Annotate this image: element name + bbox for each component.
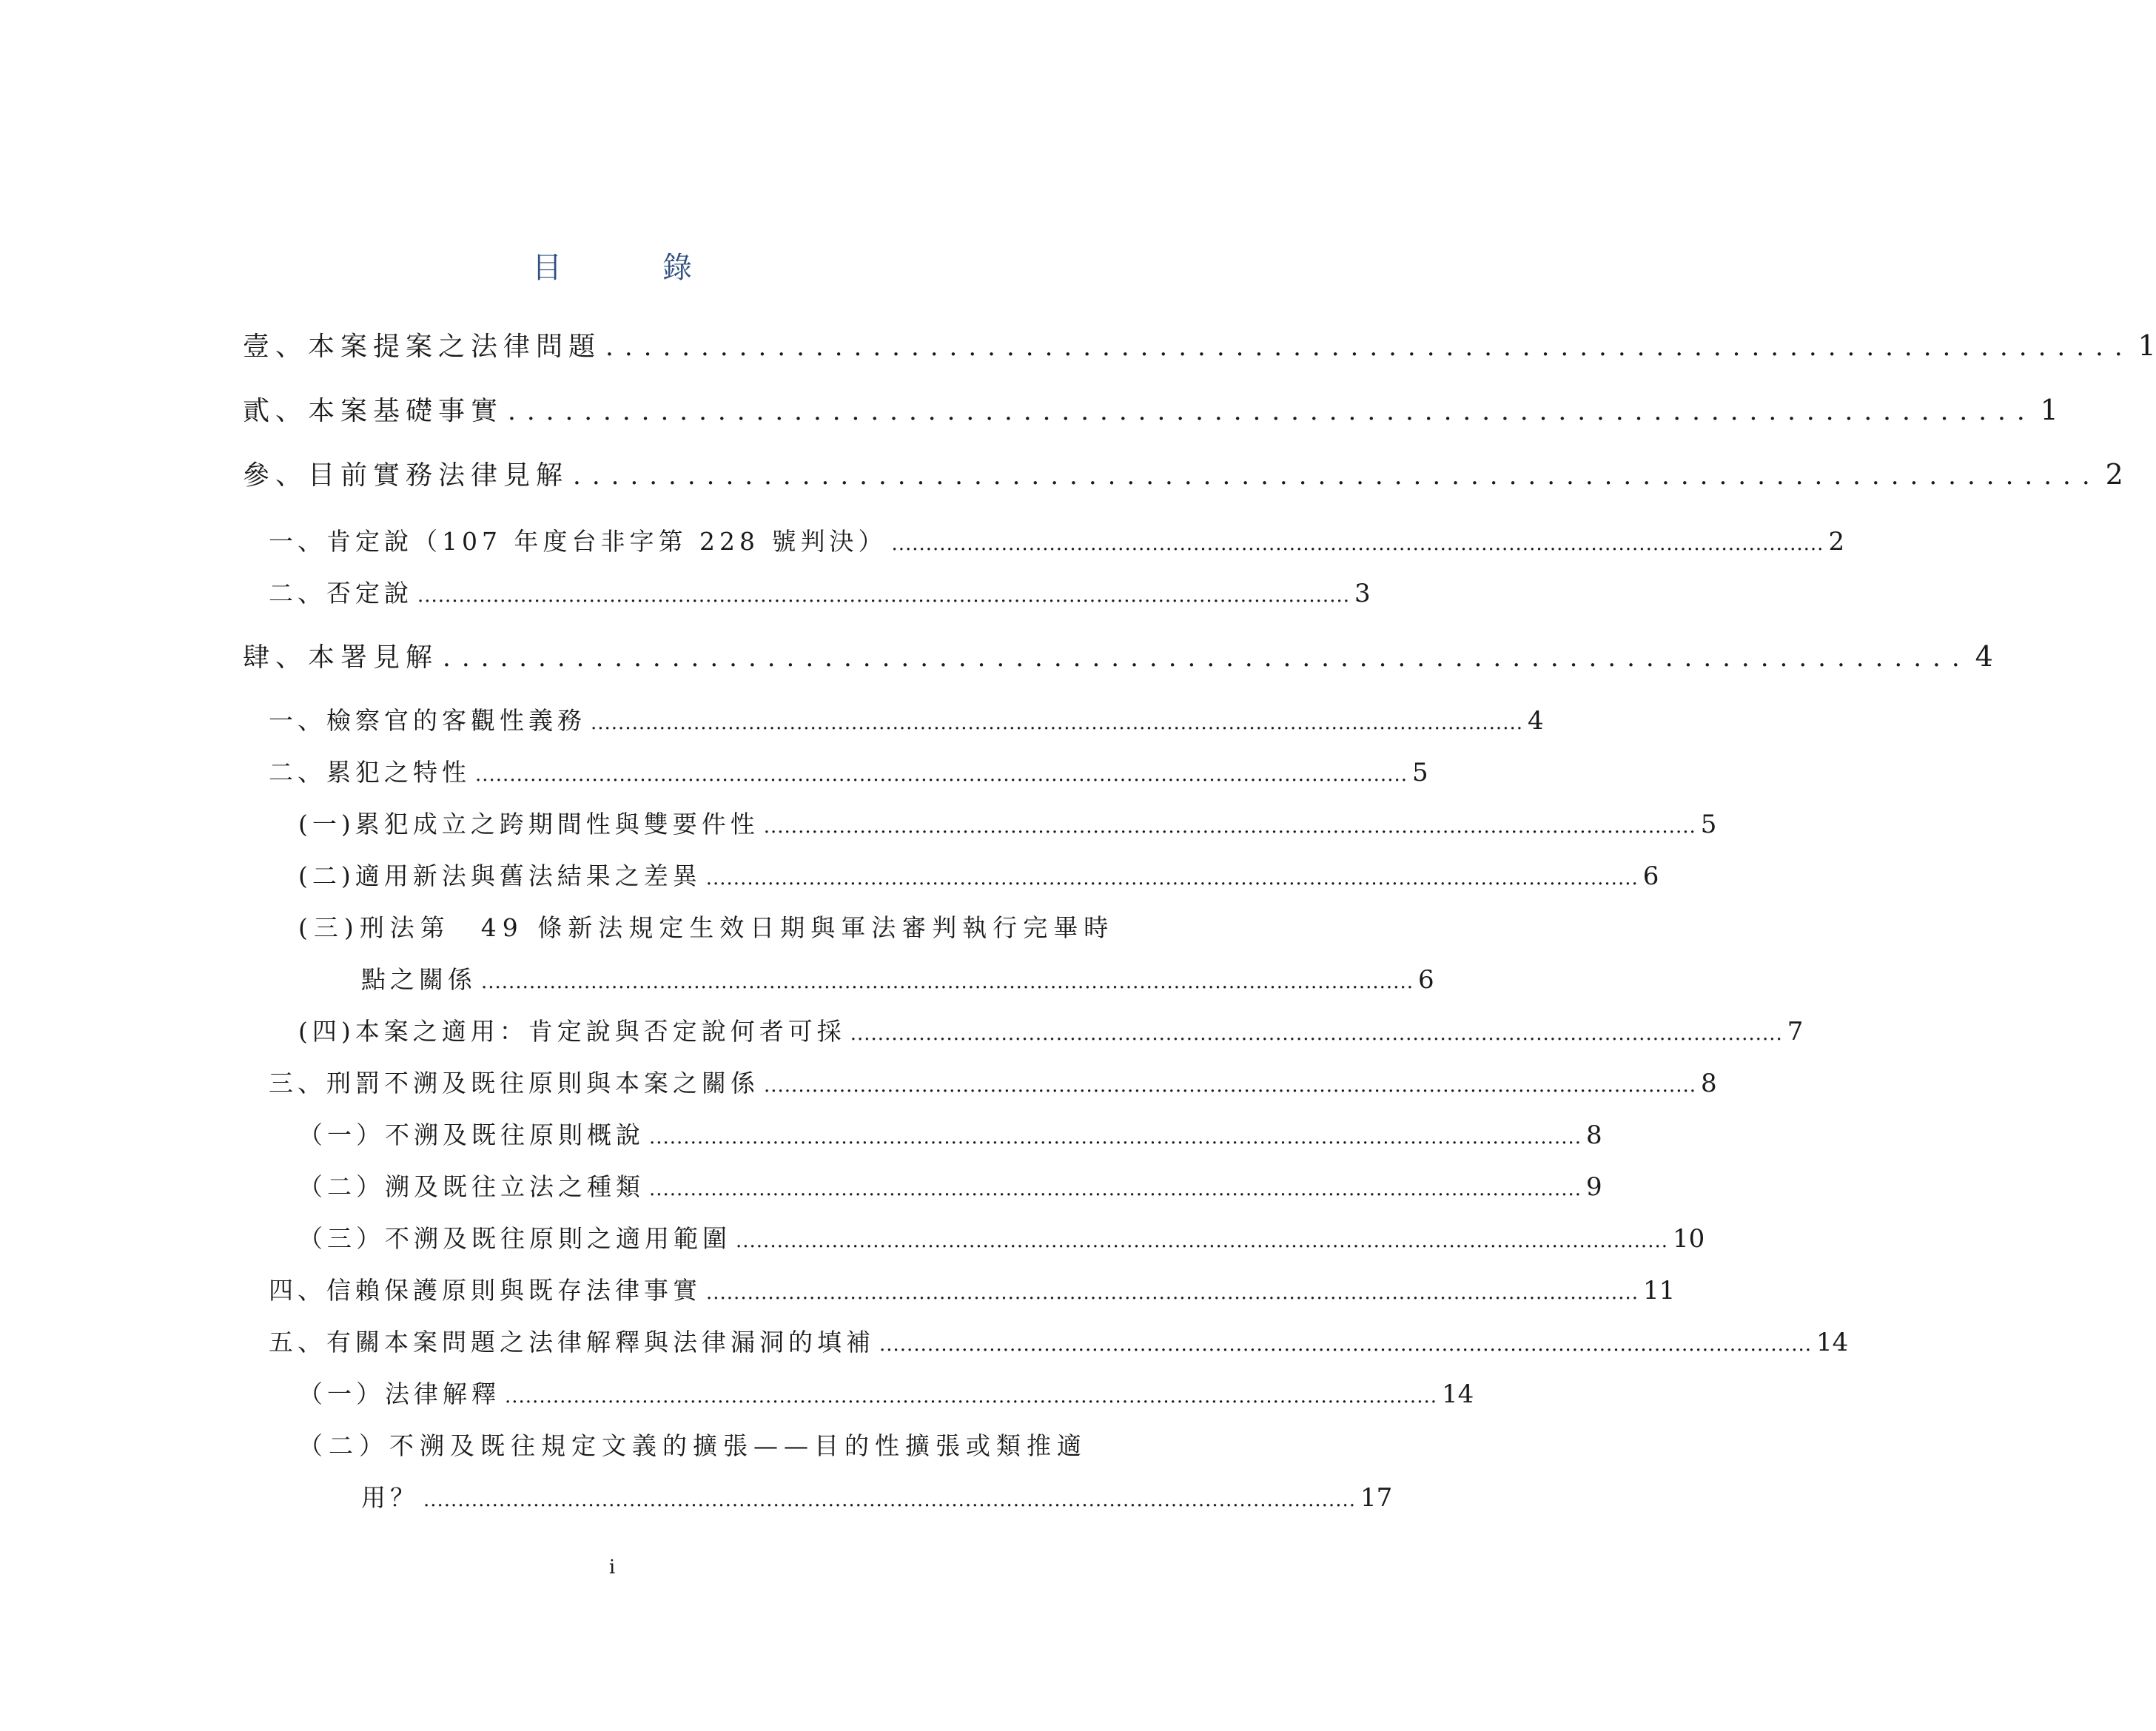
toc-entry-label: （三）不溯及既往原則之適用範圍 [298,1224,731,1253]
toc-entry[interactable] [298,1168,1602,1203]
toc-page-number: 4 [1975,640,1993,673]
toc-entry[interactable] [298,1012,1804,1047]
toc-entry[interactable] [269,1064,1717,1099]
toc-entry-label: 點之關係 [361,965,477,994]
toc-entry[interactable] [269,753,1428,788]
toc-entry[interactable] [298,805,1717,840]
toc-entry-label: 一、肯定說（107 年度台非字第 228 號判決） [269,527,887,556]
toc-entry[interactable] [243,636,1993,674]
toc-leader-dots: ........................................................................................................................................ [649,1178,1582,1200]
toc-entry[interactable] [269,1271,1676,1306]
toc-page-number: 1 [2137,329,2156,362]
toc-entry-label: 五、有關本案問題之法律解釋與法律漏洞的填補 [269,1328,875,1357]
page-footer-number: i [608,1556,616,1579]
toc-entry-label: 用？ [361,1483,419,1512]
toc-entry-label-line1[interactable]: （二）不溯及既往規定文義的擴張——目的性擴張或類推適 [298,1431,1087,1460]
toc-page-number: 8 [1586,1120,1602,1150]
toc-entry-label: 參、目前實務法律見解 [243,460,569,491]
toc-page-number: 6 [1642,861,1659,891]
toc-page-number: 14 [1442,1379,1474,1409]
toc-entry-label: 一、檢察官的客觀性義務 [269,706,586,735]
toc-leader-dots: ........................................................................................................................................ [850,1023,1783,1045]
toc-leader-dots: ........................................................................................................................................ [481,971,1414,993]
toc-page-number: 2 [1828,527,1845,557]
toc-entry[interactable] [269,1323,1849,1358]
toc-entry[interactable] [298,1375,1474,1410]
toc-leader-dots: ........................................................................................................................................ [705,867,1639,890]
toc-title: 目 錄 [532,251,728,285]
toc-page-number: 8 [1701,1069,1717,1098]
toc-page-number: 5 [1700,810,1717,839]
toc-leader-dots: ........................................................................................................................................ [591,712,1523,734]
toc-entry-label: 貳、本案基礎事實 [243,396,504,426]
toc-entry[interactable] [269,574,1371,609]
toc-page-number: 1 [2040,394,2058,426]
toc-leader-dots: ........................................................................................................................................ [417,585,1350,607]
toc-entry-label: (一)累犯成立之跨期間性與雙要件性 [298,810,759,838]
toc-entry-label: 肆、本署見解 [243,642,439,673]
toc-entry-label: 二、否定說 [269,579,413,608]
toc-entry[interactable] [243,326,2156,363]
toc-entry[interactable] [361,1479,1393,1513]
toc-entry[interactable] [243,454,2123,492]
toc-leader-dots: ................................................................................ [605,332,2134,362]
toc-entry-label: 三、刑罰不溯及既往原則與本案之關係 [269,1069,759,1098]
toc-page-number: 6 [1418,965,1434,995]
toc-entry-label: （二）溯及既往立法之種類 [298,1172,645,1201]
toc-leader-dots: ........................................................................................................................................ [706,1282,1639,1304]
toc-entry-label: 四、信賴保護原則與既存法律事實 [269,1276,702,1305]
toc-entry[interactable] [298,1220,1705,1254]
toc-page-number: 7 [1787,1017,1804,1046]
toc-entry-label-line1[interactable]: (三)刑法第 49 條新法規定生效日期與軍法審判執行完畢時 [298,913,1115,942]
toc-leader-dots: ........................................................................................................................................ [763,816,1696,838]
toc-entry-label: (二)適用新法與舊法結果之差異 [298,861,702,890]
toc-entry[interactable] [243,390,2058,428]
toc-entry[interactable] [298,857,1659,892]
toc-leader-dots: ........................................................................................................................................ [891,533,1824,555]
toc-page-number: 17 [1360,1483,1393,1513]
toc-leader-dots: ........................................................................................................................................ [764,1075,1696,1097]
toc-leader-dots: ................................................................................ [443,643,1971,673]
toc-page-number: 10 [1673,1224,1705,1254]
toc-entry[interactable] [298,1116,1602,1151]
toc-leader-dots: ........................................................................................................................................ [423,1489,1356,1511]
toc-page-number: 4 [1528,706,1544,736]
toc-page-number: 11 [1643,1276,1676,1305]
toc-leader-dots: ........................................................................................................................................ [649,1126,1582,1149]
toc-entry-label: (四)本案之適用：肯定說與否定說何者可採 [298,1017,846,1046]
toc-entry-label: 壹、本案提案之法律問題 [243,332,602,362]
toc-entry[interactable] [269,522,1845,557]
toc-page-number: 5 [1412,758,1428,787]
toc-entry[interactable] [361,961,1434,995]
toc-leader-dots: ........................................................................................................................................ [505,1385,1437,1408]
toc-entry-label: 二、累犯之特性 [269,758,471,787]
toc-page-number: 3 [1354,579,1371,608]
toc-leader-dots: ................................................................................ [508,397,2036,426]
toc-leader-dots: ........................................................................................................................................ [736,1230,1668,1252]
toc-entry[interactable] [269,702,1544,736]
toc-page-number: 2 [2105,458,2123,491]
toc-leader-dots: ........................................................................................................................................ [475,764,1408,786]
toc-leader-dots: ........................................................................................................................................ [879,1334,1812,1356]
toc-page-number: 9 [1586,1172,1602,1202]
toc-entry-label: （一）法律解釋 [298,1379,500,1408]
toc-page-number: 14 [1816,1328,1849,1357]
toc-entry-label: （一）不溯及既往原則概說 [298,1120,645,1149]
toc-leader-dots: ................................................................................ [573,461,2101,491]
